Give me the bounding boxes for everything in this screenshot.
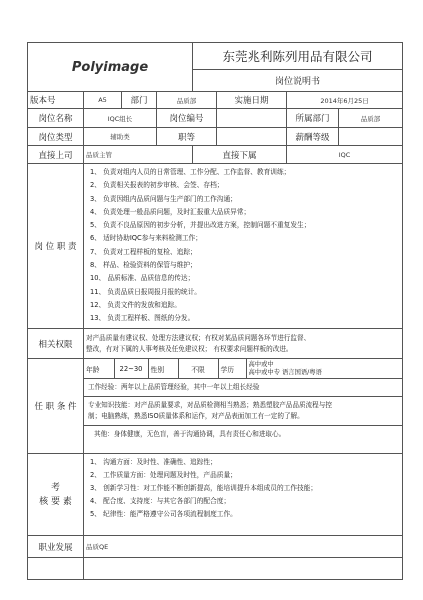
age-label: 年龄 — [84, 359, 114, 379]
list-item: 2、 工作质量方面：处理问题及时性，产品质量； — [90, 471, 237, 479]
skills-text-line1: 专业知识技能：对产品质量要求，对品质检测相当熟悉；熟悉塑胶产品品质流程与控 — [88, 401, 332, 409]
assessment-label — [28, 454, 84, 536]
company-name: 东莞兆利陈列用品有限公司 — [193, 43, 403, 70]
position-type-value: 辅助类 — [84, 128, 157, 146]
list-item: 3、 创新学习性：对工作能不断创新提高，能培训提升本组成员的工作技能； — [90, 484, 318, 492]
position-code-label: 岗位编号 — [157, 109, 217, 128]
list-item: 7、 负责对工程样板的复检、追踪； — [90, 247, 197, 256]
list-item: 12、 负责文件的发放和追踪。 — [90, 300, 181, 309]
education-value — [246, 359, 402, 379]
education-label: 学历 — [218, 359, 246, 379]
direct-superior-value: 品质主管 — [84, 146, 193, 164]
list-item: 1、 沟通方面：及时性、准确性、追踪性； — [90, 458, 217, 466]
list-item: 1、 负责对组内人员的日常管理、工作分配、工作监督、教育训练； — [90, 168, 291, 176]
qualifications-content — [84, 359, 403, 454]
age-value: 22~30 — [114, 359, 148, 379]
education-value-line1: 高中或中 — [248, 360, 274, 368]
qualifications-label — [28, 359, 84, 454]
belong-dept-label: 所属部门 — [287, 109, 339, 128]
list-item: 3、 负责因组内品质问题与生产部门的工作沟通； — [90, 194, 237, 203]
education-value-line2: 高中或中专 语言国语/粤语 — [248, 368, 322, 376]
authority-content — [84, 329, 403, 359]
authority-text-line1: 对产品质量有建议权、处理方法建议权；有权对某品质问题各环节进行监督、 — [86, 333, 311, 342]
effective-date-value: 2014年6月25日 — [287, 92, 403, 109]
list-item: 2、 负责相关报表的初步审核、会签、存档； — [90, 181, 224, 190]
assessment-label-line2: 核 要 素 — [39, 496, 72, 507]
position-name-label: 岗位名称 — [28, 109, 84, 128]
list-item: 13、 负责工程样板、图纸的分发。 — [90, 314, 195, 323]
empty-cell — [84, 558, 403, 580]
skills-text-line2: 制；电脑熟练，熟悉ISO质量体系和运作，对产品表面加工有一定的了解。 — [88, 412, 304, 420]
job-description-sheet — [27, 42, 402, 580]
position-code-value — [217, 109, 287, 128]
direct-subordinate-value: IQC — [287, 146, 403, 164]
experience-text: 工作经验：两年以上品质管理经验，其中一年以上组长经验 — [88, 383, 260, 391]
empty-cell — [28, 558, 84, 580]
dept-value: 品质部 — [157, 92, 217, 109]
salary-grade-label: 薪酬等级 — [287, 128, 339, 146]
duties-label — [28, 164, 84, 329]
duties-label-text: 岗 位 职 责 — [34, 242, 77, 252]
company-logo — [28, 43, 193, 92]
other-requirements-text: 其他：身体健康，无色盲，善于沟通协调，具有责任心和进取心。 — [84, 425, 402, 443]
list-item: 4、 配合度、支持度：与其它各部门的配合度； — [90, 497, 231, 505]
effective-date-label: 实施日期 — [217, 92, 287, 109]
document-title: 岗位说明书 — [193, 70, 403, 92]
list-item: 11、 负责品质日报周报月报的统计。 — [90, 287, 201, 296]
list-item: 8、 样品、检验资料的保管与维护； — [90, 261, 197, 270]
dept-label: 部门 — [122, 92, 157, 109]
duties-content — [84, 164, 403, 329]
skills-text — [84, 396, 402, 425]
gender-label: 性别 — [148, 359, 178, 379]
duties-list — [86, 164, 400, 326]
salary-grade-value — [339, 128, 403, 146]
logo-text: Polyimage — [71, 59, 149, 75]
version-value: A5 — [84, 92, 122, 109]
career-development-value: 品质QE — [84, 536, 403, 558]
list-item: 10、 品质标准、品质信息的传达； — [90, 274, 195, 283]
list-item: 6、 适时协助IQC参与来料检测工作； — [90, 234, 202, 243]
gender-value: 不限 — [178, 359, 218, 379]
assessment-content — [84, 454, 403, 536]
list-item: 5、 负责不良品原因的初步分析，并提出改进方案，控制问题不重复发生； — [90, 221, 311, 230]
authority-text-line2: 整改，有对下属的人事考核及任免建议权； 有权要求问题样板的改进。 — [86, 344, 293, 353]
career-development-label: 职业发展 — [28, 536, 84, 558]
assessment-label-line1: 考 — [50, 482, 60, 493]
qualifications-label-text: 任 职 条 件 — [34, 402, 77, 412]
version-label: 版本号 — [28, 92, 84, 109]
rank-label: 职等 — [157, 128, 217, 146]
list-item: 4、 负责处理一般品质问题，及时汇报重大品质异常； — [90, 207, 251, 216]
direct-superior-label: 直接上司 — [28, 146, 84, 164]
qualification-basics-table — [84, 359, 402, 379]
list-item: 5、 纪律性：能严格遵守公司各项流程制度工作。 — [90, 510, 237, 518]
direct-subordinate-label: 直接下属 — [193, 146, 287, 164]
assessment-list — [86, 454, 400, 521]
authority-label: 相关权限 — [28, 329, 84, 359]
position-type-label: 岗位类型 — [28, 128, 84, 146]
position-name-value: IQC组长 — [84, 109, 157, 128]
job-description-table — [27, 42, 403, 580]
rank-value — [217, 128, 287, 146]
belong-dept-value: 品质部 — [339, 109, 403, 128]
